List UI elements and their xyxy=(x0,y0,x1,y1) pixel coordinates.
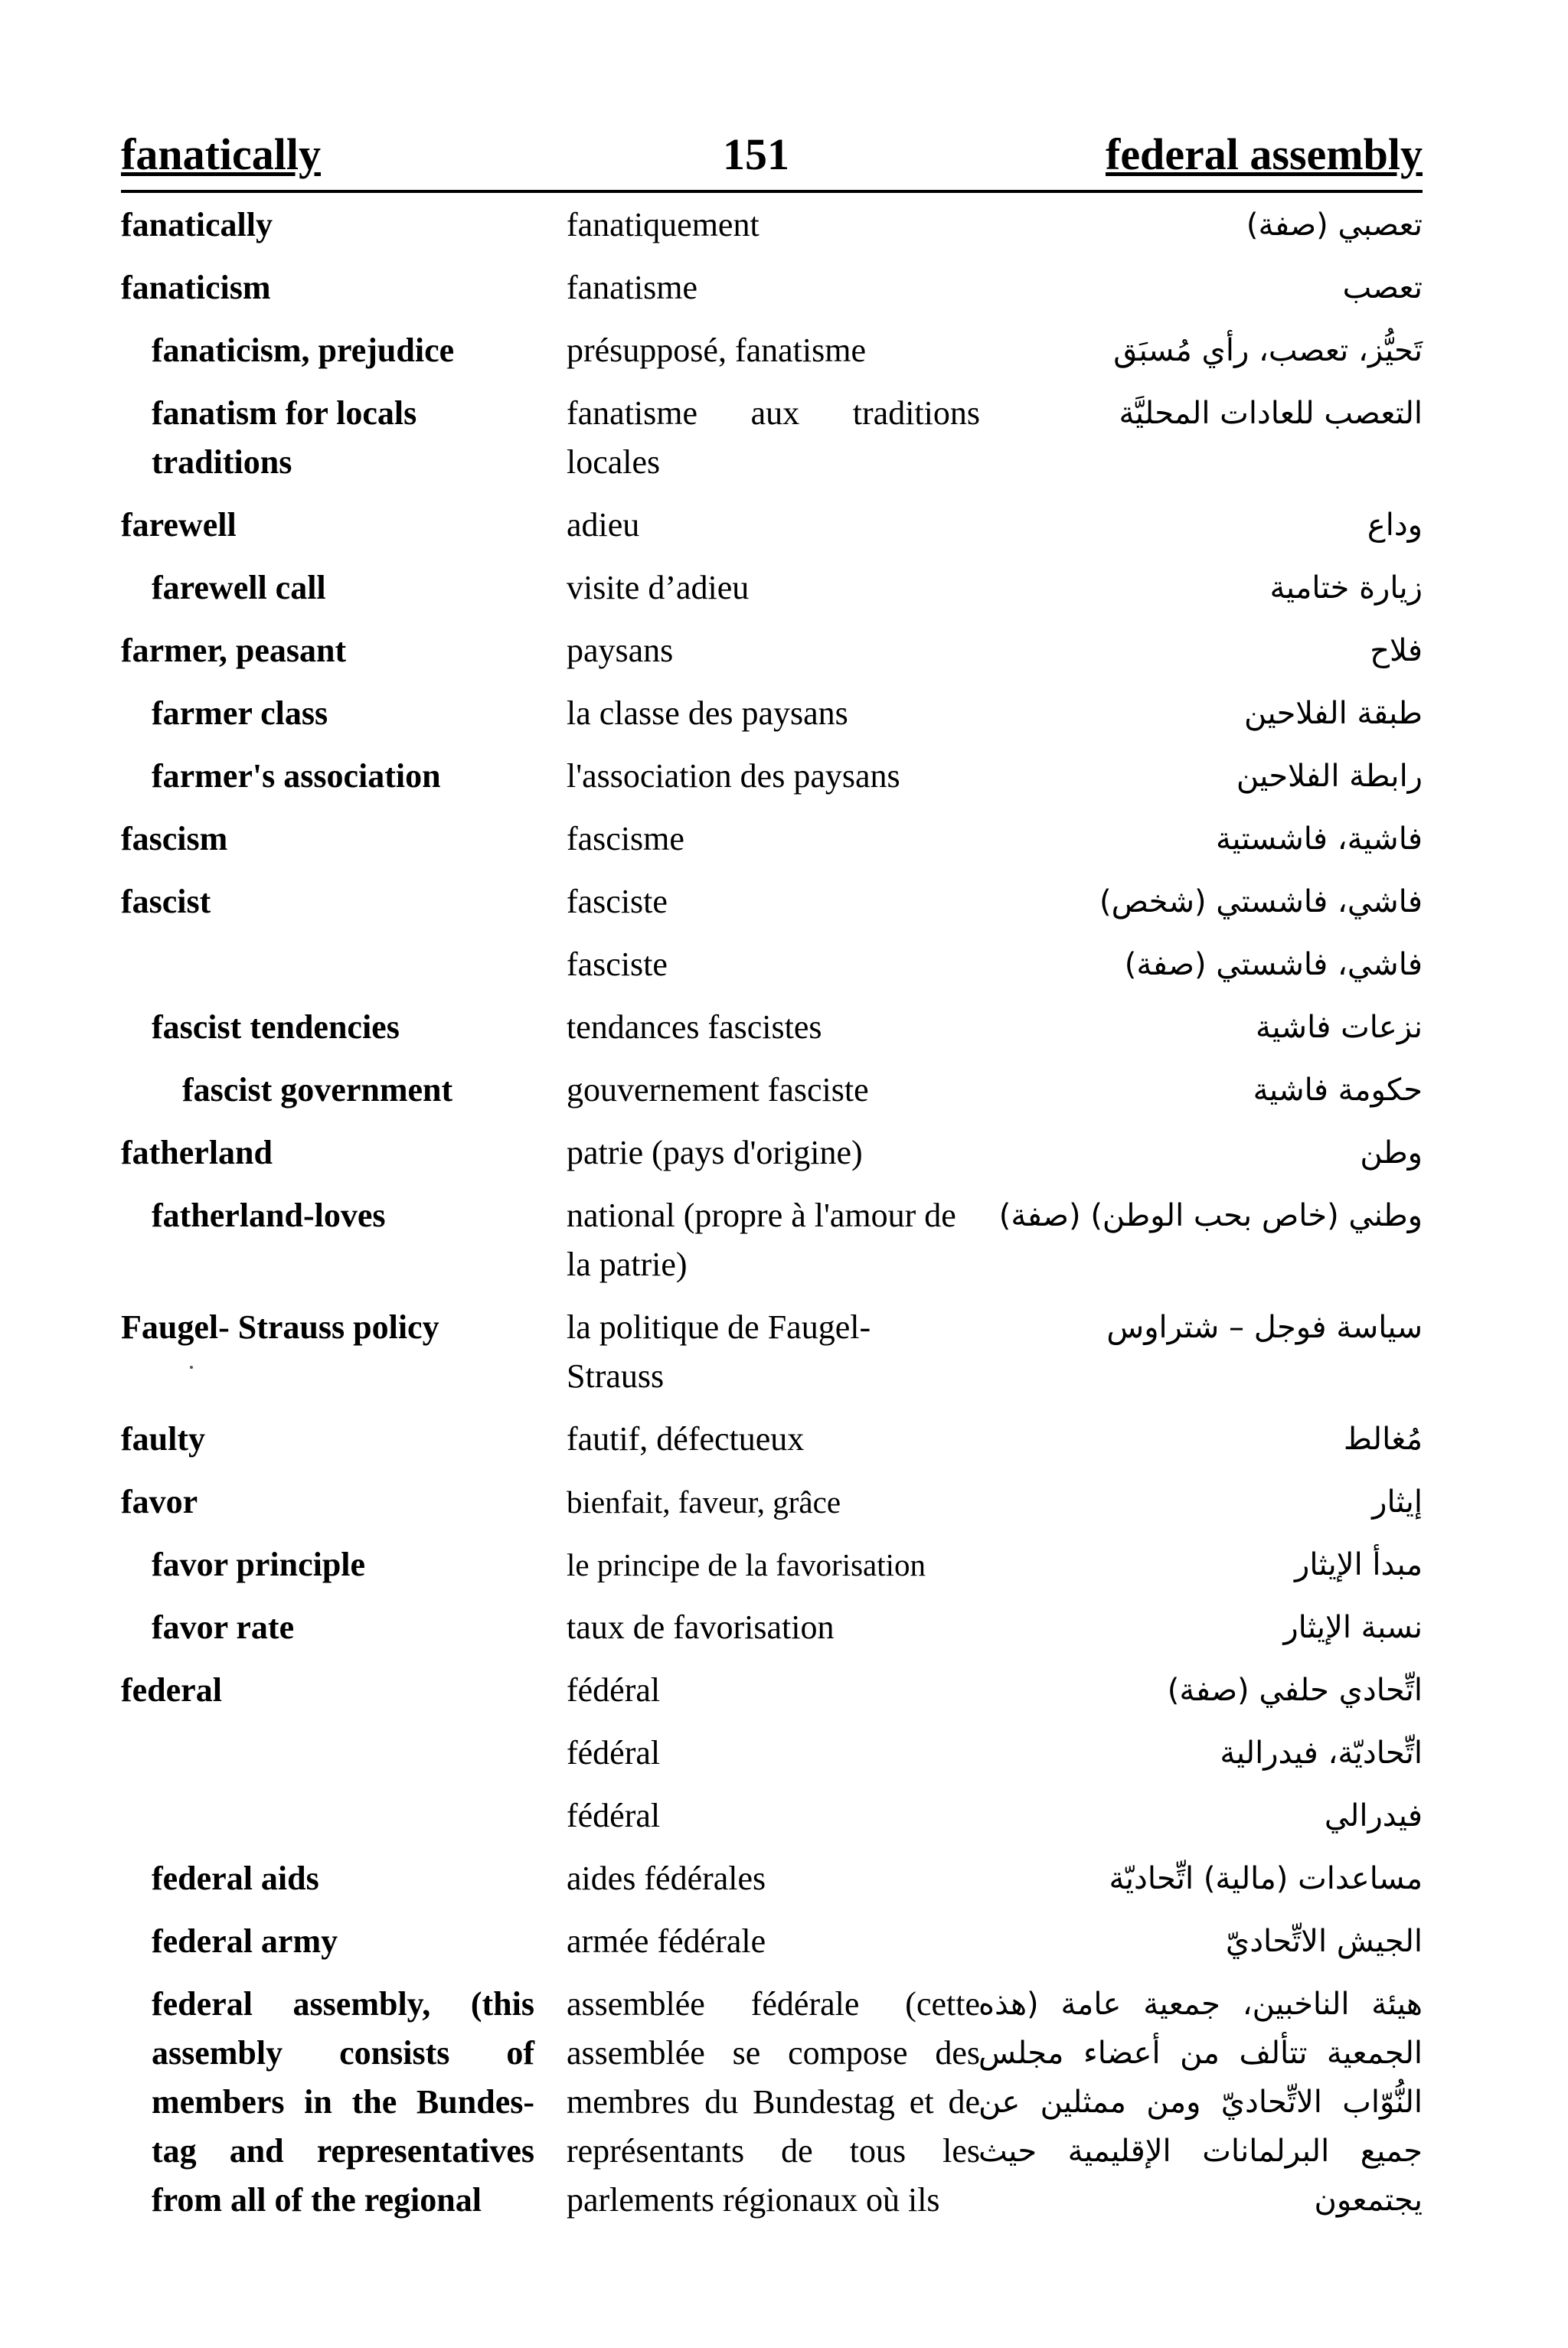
entry-arabic: فاشي، فاشستي (شخص) xyxy=(1099,884,1423,919)
entry-french: l'association des paysans xyxy=(567,757,900,795)
entry-arabic: هيئة الناخبين، جمعية عامة (هذه الجمعية تتألف من أعضاء مجلس النُّوّاب الاتِّحاديّ ومن ممثلين عن جميع البرلمانات الإقليمية حيث يجتمعون xyxy=(978,1987,1423,2218)
entry-english: fatherland-loves xyxy=(152,1197,386,1234)
entry-french: fascisme xyxy=(567,820,684,857)
entry-english: fanaticism, prejudice xyxy=(152,331,455,369)
entry-arabic: إيثار xyxy=(1372,1484,1423,1520)
entry-french: armée fédérale xyxy=(567,1922,766,1960)
entry-arabic: فلاح xyxy=(1370,633,1423,668)
entry-arabic: فيدرالي xyxy=(1324,1798,1423,1834)
entry-french: fautif, défectueux xyxy=(567,1420,805,1458)
entry-arabic: رابطة الفلاحين xyxy=(1236,759,1423,794)
entry-french: paysans xyxy=(567,632,674,669)
entry-french: gouvernement fasciste xyxy=(567,1071,869,1109)
entry-english: fatherland xyxy=(121,1134,273,1171)
entry-arabic: مبدأ الإيثار xyxy=(1295,1547,1423,1582)
entry-french: adieu xyxy=(567,506,640,544)
entry-english: fascist tendencies xyxy=(152,1008,400,1046)
entry-english: farewell call xyxy=(152,569,326,606)
entry-arabic: طبقة الفلاحين xyxy=(1244,696,1423,731)
entry-english: farmer class xyxy=(152,694,328,732)
entry-french: aides fédérales xyxy=(567,1860,766,1897)
entry-english: federal army xyxy=(152,1922,338,1960)
entry-french: fédéral xyxy=(567,1671,661,1709)
entry-french: fédéral xyxy=(567,1734,661,1772)
entry-french: fanatiquement xyxy=(567,206,760,243)
entry-english: federal aids xyxy=(152,1860,319,1897)
entry-french: la politique de Faugel-Strauss xyxy=(567,1308,871,1395)
entry-french: fasciste xyxy=(567,945,668,983)
scan-speck xyxy=(190,1366,193,1369)
entry-english: farewell xyxy=(121,506,237,544)
entry-french: fasciste xyxy=(567,883,668,920)
entry-arabic: فاشي، فاشستي (صفة) xyxy=(1124,947,1423,982)
entry-english: faulty xyxy=(121,1420,205,1458)
entry-arabic: وطني (خاص بحب الوطن) (صفة) xyxy=(998,1198,1423,1233)
entry-arabic: مساعدات (مالية) اتِّحاديّة xyxy=(1109,1861,1423,1896)
entry-english: favor principle xyxy=(152,1546,366,1583)
entry-arabic: تَحيُّز، تعصب، رأي مُسبَق xyxy=(1113,333,1423,368)
entry-arabic: تعصبي (صفة) xyxy=(1246,207,1423,243)
entry-arabic: فاشية، فاشستية xyxy=(1215,821,1423,857)
entry-arabic: وداع xyxy=(1367,508,1423,543)
entry-english: farmer, peasant xyxy=(121,632,347,669)
entry-french: présupposé, fanatisme xyxy=(567,331,866,369)
entry-english: fanaticism xyxy=(121,269,271,306)
entry-english: farmer's association xyxy=(152,757,441,795)
entry-english: Faugel- Strauss policy xyxy=(121,1308,439,1346)
entry-french: visite d’adieu xyxy=(567,569,750,606)
header-first-entry: fanatically xyxy=(121,129,321,179)
entry-arabic: اتِّحادي حلفي (صفة) xyxy=(1167,1673,1423,1708)
entry-arabic: حكومة فاشية xyxy=(1253,1073,1423,1108)
entry-english: federal xyxy=(121,1671,222,1709)
entry-english: fascist xyxy=(121,883,211,920)
entry-french: fédéral xyxy=(567,1797,661,1834)
entry-arabic: اتِّحاديّة، فيدرالية xyxy=(1220,1736,1423,1771)
entry-french: taux de favorisation xyxy=(567,1608,835,1646)
entry-french: le principe de la favorisation xyxy=(567,1547,926,1582)
header-last-entry: federal assembly xyxy=(1106,129,1423,179)
entry-french: national (propre à l'amour de la patrie) xyxy=(567,1197,956,1283)
entry-arabic: سياسة فوجل – شتراوس xyxy=(1106,1310,1423,1345)
entry-french: bienfait, faveur, grâce xyxy=(567,1484,841,1520)
entry-french: la classe des paysans xyxy=(567,694,848,732)
entry-french: fanatisme aux traditions locales xyxy=(567,394,980,481)
entry-arabic: نسبة الإيثار xyxy=(1283,1610,1423,1645)
entry-french: patrie (pays d'origine) xyxy=(567,1134,863,1171)
page-number: 151 xyxy=(723,129,789,179)
entry-arabic: وطن xyxy=(1360,1135,1423,1171)
entry-english: fanatism for locals traditions xyxy=(152,394,417,481)
entry-arabic: نزعات فاشية xyxy=(1256,1010,1423,1045)
entry-arabic: التعصب للعادات المحليَّة xyxy=(1119,396,1423,431)
entry-english: fascism xyxy=(121,820,228,857)
entry-arabic: مُغالط xyxy=(1343,1422,1423,1457)
entry-english: fascist government xyxy=(182,1071,453,1109)
entry-arabic: الجيش الاتِّحاديّ xyxy=(1225,1924,1423,1959)
entry-french: tendances fascistes xyxy=(567,1008,822,1046)
entry-french: assemblée fédérale (cette assemblée se compose des membres du Bundestag et de représentants de tous les parlements régionaux où ils xyxy=(567,1985,980,2219)
entry-english: fanatically xyxy=(121,206,273,243)
entry-arabic: زيارة ختامية xyxy=(1269,570,1423,606)
entry-french: fanatisme xyxy=(567,269,698,306)
entry-english: favor rate xyxy=(152,1608,295,1646)
entry-english: federal assembly, (this assembly consists of members in the Bundes-tag and representatives from all of the regional xyxy=(152,1985,534,2219)
entry-arabic: تعصب xyxy=(1342,270,1423,305)
entry-english: favor xyxy=(121,1483,198,1520)
